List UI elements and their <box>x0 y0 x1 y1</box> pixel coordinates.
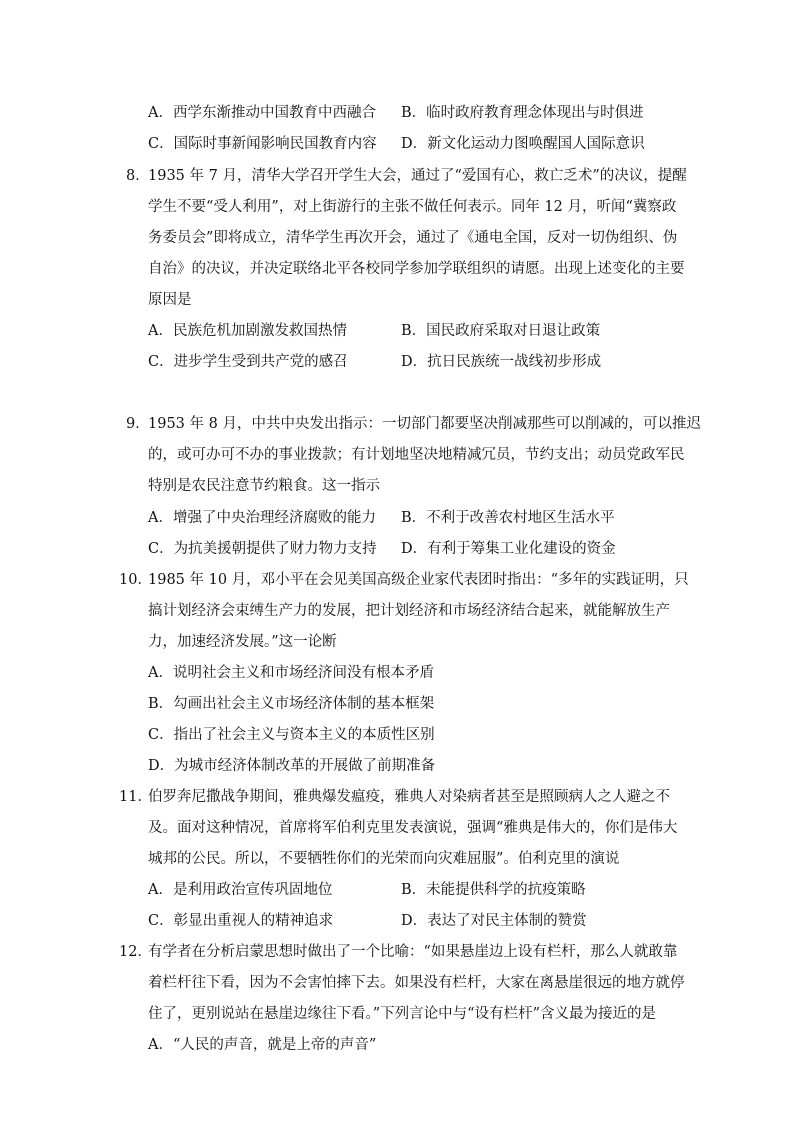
q7-option-a: A．西学东渐推动中国教育中西融合 <box>148 105 376 121</box>
q9-option-c: C．为抗美援朝提供了财力物力支持 <box>148 541 377 557</box>
q8-number: 8． <box>126 168 150 184</box>
q10-stem-line: 1985 年 10 月，邓小平在会见美国高级企业家代表团时指出：“多年的实践证明，只 <box>148 572 689 588</box>
q8-option-d: D．抗日民族统一战线初步形成 <box>401 354 602 370</box>
q10-option-c: C．指出了社会主义与资本主义的本质性区别 <box>148 727 435 743</box>
q9-option-b: B．不利于改善农村地区生活水平 <box>401 510 615 526</box>
q9-stem-line: 特别是农民注意节约粮食。这一指示 <box>148 478 380 494</box>
q12-stem-line: 住了，更别说站在悬崖边缘往下看。”下列言论中与“设有栏杆”含义最为接近的是 <box>148 1006 656 1022</box>
q10-stem-line: 搞计划经济会束缚生产力的发展，把计划经济和市场经济结合起来，就能解放生产 <box>148 603 670 619</box>
q11-option-c: C．彰显出重视人的精神追求 <box>148 913 334 929</box>
q8-option-c: C．进步学生受到共产党的感召 <box>148 354 348 370</box>
q9-stem-line: 1953 年 8 月，中共中央发出指示：一切部门都要坚决削减那些可以削减的，可以推迟 <box>148 416 701 432</box>
q7-option-d: D．新文化运动力图唤醒国人国际意识 <box>401 136 645 152</box>
q9-number: 9． <box>126 416 150 432</box>
q11-stem-line: 伯罗奔尼撒战争期间，雅典爆发瘟疫，雅典人对染病者甚至是照顾病人之人避之不 <box>148 789 670 805</box>
q9-stem-line: 的，或可办可不办的事业拨款；有计划地坚决地精减冗员，节约支出；动员党政军民 <box>148 447 685 463</box>
q10-number: 10． <box>119 572 152 588</box>
q11-stem-line: 及。面对这种情况，首席将军伯利克里发表演说，强调“雅典是伟大的，你们是伟大 <box>148 820 678 836</box>
q7-option-b: B．临时政府教育理念体现出与时俱进 <box>401 105 644 121</box>
q12-stem-line: 着栏杆往下看，因为不会害怕摔下去。如果没有栏杆，大家在离悬崖很远的地方就停 <box>148 975 685 991</box>
q8-stem-line: 自治》的决议，并决定联络北平各校同学参加学联组织的请愿。出现上述变化的主要 <box>148 261 685 277</box>
q12-stem-line: 有学者在分析启蒙思想时做出了一个比喻：“如果悬崖边上设有栏杆，那么人就敢靠 <box>148 944 678 960</box>
q9-option-a: A．增强了中央治理经济腐败的能力 <box>148 510 376 526</box>
q11-option-a: A．是利用政治宣传巩固地位 <box>148 882 333 898</box>
q11-number: 11． <box>119 789 152 805</box>
q11-option-d: D．表达了对民主体制的赞赏 <box>401 913 587 929</box>
q12-option-a: A．“人民的声音，就是上帝的声音” <box>148 1037 377 1053</box>
q8-stem-line: 学生不要“受人利用”，对上街游行的主张不做任何表示。同年 12 月，听闻“冀察政 <box>148 199 677 215</box>
q9-option-d: D．有利于筹集工业化建设的资金 <box>401 541 616 557</box>
q8-stem-line: 1935 年 7 月，清华大学召开学生大会，通过了“爱国有心，救亡乏术”的决议，提醒 <box>148 168 687 184</box>
q8-stem-line: 原因是 <box>148 292 192 308</box>
q8-option-a: A．民族危机加剧激发救国热情 <box>148 323 347 339</box>
q11-option-b: B．未能提供科学的抗疫策略 <box>401 882 586 898</box>
q10-option-b: B．勾画出社会主义市场经济体制的基本框架 <box>148 696 435 712</box>
q8-option-b: B．国民政府采取对日退让政策 <box>401 323 601 339</box>
q10-stem-line: 力，加速经济发展。”这一论断 <box>148 634 337 650</box>
q8-stem-line: 务委员会”即将成立，清华学生再次开会，通过了《通电全国，反对一切伪组织、伪 <box>148 230 678 246</box>
q10-option-a: A．说明社会主义和市场经济间没有根本矛盾 <box>148 665 434 681</box>
q11-stem-line: 城邦的公民。所以，不要牺牲你们的光荣而向灾难屈服”。伯利克里的演说 <box>148 851 620 867</box>
q10-option-d: D．为城市经济体制改革的开展做了前期准备 <box>148 758 436 774</box>
q12-number: 12． <box>119 944 152 960</box>
q7-option-c: C．国际时事新闻影响民国教育内容 <box>148 136 377 152</box>
